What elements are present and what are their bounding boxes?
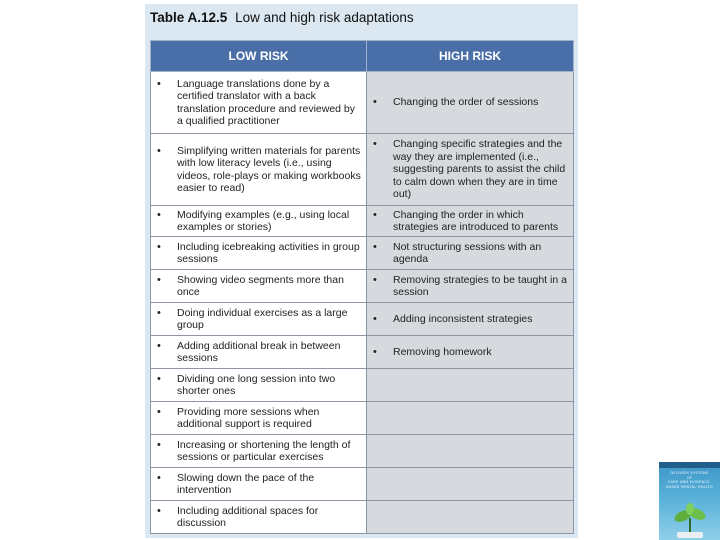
bullet-icon: • [157,339,161,352]
low-risk-cell [151,336,367,369]
high-risk-cell [367,468,574,501]
low-risk-text: Dividing one long session into two shorter ones [177,372,336,397]
list-item [153,439,362,464]
bullet-icon: • [157,144,161,157]
low-risk-text: Simplifying written materials for parents with low literacy levels (i.e., using videos, role-plays or making workbooks easier to read) [177,144,361,194]
bullet-icon: • [157,273,161,286]
list-item [369,209,569,234]
high-risk-cell [367,336,574,369]
table-row [151,336,574,369]
list-item [369,138,569,200]
low-risk-cell [151,270,367,303]
table-row [151,237,574,270]
table-row [151,402,574,435]
list-item [369,96,569,108]
header-low-risk: LOW RISK [151,41,367,72]
list-item [153,145,362,195]
low-risk-text: Including additional spaces for discussion [177,504,319,529]
bullet-icon: • [373,312,377,325]
low-risk-cell [151,303,367,336]
table-title [150,10,414,28]
low-risk-cell [151,134,367,206]
table-row [151,270,574,303]
low-risk-cell [151,435,367,468]
low-risk-text: Providing more sessions when additional support is required [177,405,320,430]
bullet-icon: • [157,438,161,451]
high-risk-cell [367,134,574,206]
table-row [151,134,574,206]
table-row [151,206,574,237]
book-cover-lettering: DELIVERY SYSTEMS OF CARE AND EVIDENCE- BASED MENTAL HEALTH [666,471,713,489]
high-risk-text: Removing homework [393,345,492,358]
list-item [369,346,569,358]
table-row [151,72,574,134]
book-cover-strip [659,462,720,468]
high-risk-text: Not structuring sessions with an agenda [393,240,542,265]
high-risk-cell [367,303,574,336]
book-cover-thumbnail [659,462,720,540]
risk-table [150,40,574,534]
high-risk-text: Removing strategies to be taught in a session [393,273,567,298]
bullet-icon: • [157,77,161,90]
low-risk-cell [151,237,367,270]
table-row [151,435,574,468]
bullet-icon: • [157,306,161,319]
list-item [153,209,362,234]
table-number: Table A.12.5 [150,10,228,25]
high-risk-cell [367,435,574,468]
high-risk-cell [367,369,574,402]
bullet-icon: • [373,273,377,286]
header-high-risk: HIGH RISK [367,41,574,72]
bullet-icon: • [157,240,161,253]
low-risk-text: Doing individual exercises as a large group [177,306,348,331]
bullet-icon: • [373,208,377,221]
list-item [153,373,362,398]
high-risk-text: Changing the order in which strategies are introduced to parents [393,208,559,233]
table-row [151,468,574,501]
low-risk-cell [151,501,367,534]
bullet-icon: • [157,405,161,418]
bullet-icon: • [373,345,377,358]
bullet-icon: • [157,208,161,221]
low-risk-text: Including icebreaking activities in group sessions [177,240,360,265]
list-item [369,313,569,325]
low-risk-cell [151,402,367,435]
list-item [153,505,362,530]
table-body [151,72,574,534]
high-risk-cell [367,237,574,270]
bullet-icon: • [373,240,377,253]
list-item [369,274,569,299]
high-risk-cell [367,501,574,534]
header-row [151,41,574,72]
high-risk-cell [367,206,574,237]
low-risk-cell [151,72,367,134]
list-item [369,241,569,266]
table-row [151,369,574,402]
plant-icon [671,502,709,538]
low-risk-text: Adding additional break in between sessions [177,339,341,364]
low-risk-cell [151,206,367,237]
list-item [153,307,362,332]
low-risk-text: Slowing down the pace of the intervention [177,471,315,496]
low-risk-cell [151,468,367,501]
low-risk-text: Increasing or shortening the length of sessions or particular exercises [177,438,351,463]
high-risk-text: Changing the order of sessions [393,96,539,109]
table-row [151,501,574,534]
low-risk-text: Language translations done by a certified translator with a back translation procedure and reviewed by a qualified practitioner [177,77,356,127]
list-item [153,472,362,497]
list-item [153,241,362,266]
high-risk-text: Adding inconsistent strategies [393,312,533,325]
high-risk-cell [367,270,574,303]
high-risk-cell [367,402,574,435]
bullet-icon: • [373,138,377,151]
low-risk-text: Showing video segments more than once [177,273,344,298]
low-risk-text: Modifying examples (e.g., using local examples or stories) [177,208,350,233]
bullet-icon: • [157,372,161,385]
bullet-icon: • [373,96,377,109]
list-item [153,78,362,128]
table-row [151,303,574,336]
high-risk-cell [367,72,574,134]
list-item [153,340,362,365]
high-risk-text: Changing specific strategies and the way they are implemented (i.e., suggesting parents to assist the child to calm down when they are in time out) [393,138,566,201]
list-item [153,406,362,431]
low-risk-cell [151,369,367,402]
bullet-icon: • [157,504,161,517]
list-item [153,274,362,299]
bullet-icon: • [157,471,161,484]
table-caption: Low and high risk adaptations [235,10,414,25]
